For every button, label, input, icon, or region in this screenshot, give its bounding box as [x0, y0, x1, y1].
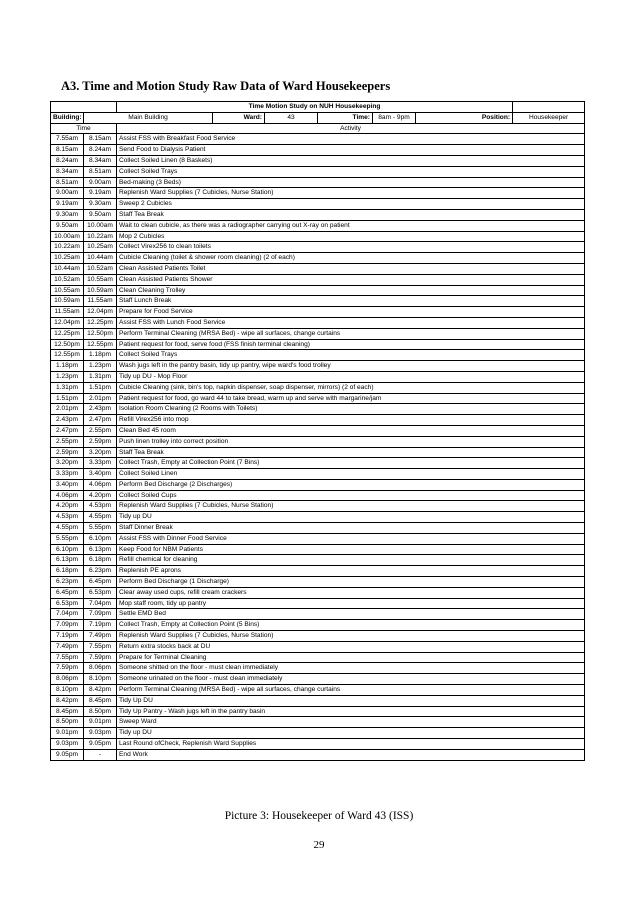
start-time-cell: 6.10pm: [51, 544, 84, 555]
end-time-cell: 7.59pm: [84, 652, 117, 663]
end-time-cell: 7.55pm: [84, 641, 117, 652]
end-time-cell: 4.55pm: [84, 512, 117, 523]
activity-cell: Collect Soiled Linen: [117, 469, 585, 480]
table-header-row: [51, 123, 585, 134]
activity-cell: Tidy Up Pantry - Wash jugs left in the pantry basin: [117, 706, 585, 717]
start-time-cell: 3.33pm: [51, 469, 84, 480]
activity-cell: Refill chemical for cleaning: [117, 555, 585, 566]
start-time-cell: 8.34am: [51, 166, 84, 177]
activity-cell: Perform Bed Discharge (1 Discharge): [117, 577, 585, 588]
end-time-cell: 6.23pm: [84, 566, 117, 577]
end-time-cell: 8.10pm: [84, 674, 117, 685]
activity-cell: Keep Food for NBM Patients: [117, 544, 585, 555]
end-time-cell: 1.23pm: [84, 361, 117, 372]
end-time-cell: 7.49pm: [84, 631, 117, 642]
end-time-cell: 2.43pm: [84, 404, 117, 415]
activity-cell: Patient request for food, go ward 44 to take bread, warm up and serve with margarine/jam: [117, 393, 585, 404]
end-time-cell: 4.53pm: [84, 501, 117, 512]
table-row: [51, 317, 585, 328]
table-row: [51, 447, 585, 458]
end-time-cell: 10.44am: [84, 253, 117, 264]
start-time-cell: 12.50pm: [51, 339, 84, 350]
start-time-cell: 4.53pm: [51, 512, 84, 523]
activity-cell: Tidy up DU: [117, 512, 585, 523]
table-row: [51, 739, 585, 750]
table-row: [51, 749, 585, 760]
end-time-cell: 8.24am: [84, 145, 117, 156]
start-time-cell: 9.19am: [51, 199, 84, 210]
activity-cell: Refill Virex256 into mop: [117, 415, 585, 426]
end-time-cell: 1.31pm: [84, 371, 117, 382]
start-time-cell: 8.10pm: [51, 685, 84, 696]
activity-cell: Collect Trash, Empty at Collection Point (7 Bins): [117, 458, 585, 469]
activity-cell: Staff Dinner Break: [117, 523, 585, 534]
start-time-cell: 9.03pm: [51, 739, 84, 750]
activity-cell: Replenish PE aprons: [117, 566, 585, 577]
end-time-cell: 3.20pm: [84, 447, 117, 458]
table-row: [51, 501, 585, 512]
activity-cell: Staff Tea Break: [117, 447, 585, 458]
table-row: [51, 587, 585, 598]
table-row: [51, 490, 585, 501]
start-time-cell: 7.19pm: [51, 631, 84, 642]
table-row: [51, 350, 585, 361]
position-label: Position:: [416, 112, 513, 123]
activity-cell: Sweep 2 Cubicles: [117, 199, 585, 210]
end-time-cell: 1.51pm: [84, 382, 117, 393]
table-row: [51, 285, 585, 296]
end-time-cell: 3.40pm: [84, 469, 117, 480]
activity-cell: Tidy Up DU: [117, 695, 585, 706]
start-time-cell: 10.55am: [51, 285, 84, 296]
table-row: [51, 177, 585, 188]
table-row: [51, 620, 585, 631]
ward-value: 43: [265, 112, 318, 123]
start-time-cell: 10.59am: [51, 296, 84, 307]
activity-cell: Wait to clean cubicle, as there was a radiographer carrying out X-ray on patient: [117, 220, 585, 231]
end-time-cell: 9.00am: [84, 177, 117, 188]
end-time-cell: 8.42pm: [84, 685, 117, 696]
table-row: [51, 253, 585, 264]
activity-cell: Mop staff room, tidy up pantry: [117, 598, 585, 609]
start-time-cell: 5.55pm: [51, 533, 84, 544]
end-time-cell: 1.18pm: [84, 350, 117, 361]
end-time-cell: 10.55am: [84, 274, 117, 285]
start-time-cell: 8.24am: [51, 155, 84, 166]
start-time-cell: 11.55am: [51, 307, 84, 318]
activity-cell: Cubicle Cleaning (toilet & shower room cleaning) (2 of each): [117, 253, 585, 264]
table-row: [51, 436, 585, 447]
end-time-cell: 10.25am: [84, 242, 117, 253]
start-time-cell: 2.59pm: [51, 447, 84, 458]
table-row: [51, 533, 585, 544]
end-time-cell: 7.04pm: [84, 598, 117, 609]
activity-cell: Replenish Ward Supplies (7 Cubicles, Nurse Station): [117, 631, 585, 642]
table-row: [51, 382, 585, 393]
table-row: [51, 166, 585, 177]
table-row: [51, 458, 585, 469]
activity-cell: Send Food to Dialysis Patient: [117, 145, 585, 156]
table-row: [51, 393, 585, 404]
table-title: Time Motion Study on NUH Housekeeping: [117, 102, 513, 113]
table-row: [51, 512, 585, 523]
start-time-cell: 7.55pm: [51, 652, 84, 663]
end-time-cell: 5.55pm: [84, 523, 117, 534]
table-row: [51, 469, 585, 480]
start-time-cell: 10.44am: [51, 263, 84, 274]
start-time-cell: 3.40pm: [51, 479, 84, 490]
start-time-cell: 1.23pm: [51, 371, 84, 382]
table-title-row: [51, 102, 585, 113]
start-time-cell: 8.42pm: [51, 695, 84, 706]
table-row: [51, 479, 585, 490]
end-time-cell: 12.50pm: [84, 328, 117, 339]
table-row: [51, 274, 585, 285]
activity-cell: Last Round ofCheck, Replenish Ward Supplies: [117, 739, 585, 750]
end-time-cell: 9.19am: [84, 188, 117, 199]
activity-cell: Sweep Ward: [117, 717, 585, 728]
activity-cell: Prepare for Food Service: [117, 307, 585, 318]
start-time-cell: 8.45pm: [51, 706, 84, 717]
end-time-cell: 12.04pm: [84, 307, 117, 318]
table-row: [51, 231, 585, 242]
activity-cell: Perform Terminal Cleaning (MRSA Bed) - wipe all surfaces, change curtains: [117, 685, 585, 696]
table-row: [51, 544, 585, 555]
table-row: [51, 296, 585, 307]
page-number: 29: [313, 839, 325, 851]
table-row: [51, 652, 585, 663]
activity-cell: Clean Bed 45 room: [117, 425, 585, 436]
table-row: [51, 685, 585, 696]
activity-cell: Assist FSS with Lunch Food Service: [117, 317, 585, 328]
end-time-cell: 9.03pm: [84, 728, 117, 739]
end-time-cell: 10.22am: [84, 231, 117, 242]
end-time-cell: 8.34am: [84, 155, 117, 166]
table-row: [51, 263, 585, 274]
end-time-cell: 8.06pm: [84, 663, 117, 674]
end-time-cell: 6.18pm: [84, 555, 117, 566]
activity-cell: Clean Cleaning Trolley: [117, 285, 585, 296]
activity-cell: Someone urinated on the floor - must clean immediately: [117, 674, 585, 685]
activity-cell: Perform Terminal Cleaning (MRSA Bed) - wipe all surfaces, change curtains: [117, 328, 585, 339]
start-time-cell: 4.06pm: [51, 490, 84, 501]
building-value: Main Building: [84, 112, 213, 123]
start-time-cell: 8.50pm: [51, 717, 84, 728]
time-value: 8am - 9pm: [373, 112, 416, 123]
table-row: [51, 641, 585, 652]
activity-cell: Replenish Ward Supplies (7 Cubicles, Nurse Station): [117, 188, 585, 199]
start-time-cell: 10.25am: [51, 253, 84, 264]
start-time-cell: 6.53pm: [51, 598, 84, 609]
start-time-cell: 6.23pm: [51, 577, 84, 588]
activity-cell: Collect Soiled Trays: [117, 350, 585, 361]
figure-caption: Picture 3: Housekeeper of Ward 43 (ISS): [224, 810, 414, 822]
end-time-cell: 9.05pm: [84, 739, 117, 750]
table-row: [51, 371, 585, 382]
end-time-cell: 3.33pm: [84, 458, 117, 469]
ward-label: Ward:: [213, 112, 265, 123]
start-time-cell: 1.51pm: [51, 393, 84, 404]
activity-cell: Settle EMD Bed: [117, 609, 585, 620]
end-time-cell: 8.50pm: [84, 706, 117, 717]
activity-cell: Prepare for Terminal Cleaning: [117, 652, 585, 663]
activity-cell: Wash jugs left in the pantry basin, tidy up pantry, wipe ward's food trolley: [117, 361, 585, 372]
table-row: [51, 134, 585, 145]
end-time-cell: 9.01pm: [84, 717, 117, 728]
activity-cell: Staff Lunch Break: [117, 296, 585, 307]
table-row: [51, 598, 585, 609]
activity-cell: Clear away used cups, refill cream crackers: [117, 587, 585, 598]
start-time-cell: 9.50am: [51, 220, 84, 231]
activity-cell: Collect Trash, Empty at Collection Point (5 Bins): [117, 620, 585, 631]
start-time-cell: 12.25pm: [51, 328, 84, 339]
table-row: [51, 199, 585, 210]
start-time-cell: 4.20pm: [51, 501, 84, 512]
activity-cell: Collect Virex256 to clean toilets: [117, 242, 585, 253]
table-row: [51, 404, 585, 415]
activity-cell: Collect Soiled Trays: [117, 166, 585, 177]
end-time-cell: 2.47pm: [84, 415, 117, 426]
start-time-cell: 10.00am: [51, 231, 84, 242]
end-time-cell: 8.51am: [84, 166, 117, 177]
activity-cell: Assist FSS with Breakfast Food Service: [117, 134, 585, 145]
end-time-cell: 10.59am: [84, 285, 117, 296]
activity-cell: Perform Bed Discharge (2 Discharges): [117, 479, 585, 490]
end-time-cell: 6.53pm: [84, 587, 117, 598]
table-row: [51, 209, 585, 220]
start-time-cell: 2.55pm: [51, 436, 84, 447]
table-row: [51, 155, 585, 166]
activity-cell: Patient request for food, serve food (FSS finish terminal cleaning): [117, 339, 585, 350]
start-time-cell: 1.31pm: [51, 382, 84, 393]
activity-cell: Replenish Ward Supplies (7 Cubicles, Nurse Station): [117, 501, 585, 512]
start-time-cell: 8.51am: [51, 177, 84, 188]
start-time-cell: 7.04pm: [51, 609, 84, 620]
table-row: [51, 307, 585, 318]
end-time-cell: 9.30am: [84, 199, 117, 210]
end-time-cell: 6.13pm: [84, 544, 117, 555]
end-time-cell: 8.45pm: [84, 695, 117, 706]
end-time-cell: 8.15am: [84, 134, 117, 145]
start-time-cell: 1.18pm: [51, 361, 84, 372]
table-row: [51, 242, 585, 253]
table-row: [51, 706, 585, 717]
start-time-cell: 6.45pm: [51, 587, 84, 598]
table-row: [51, 145, 585, 156]
end-time-cell: 11.55am: [84, 296, 117, 307]
section-heading: A3. Time and Motion Study Raw Data of Ward Housekeepers: [61, 79, 391, 93]
end-time-cell: 4.20pm: [84, 490, 117, 501]
table-row: [51, 188, 585, 199]
table-row: [51, 328, 585, 339]
start-time-cell: 6.13pm: [51, 555, 84, 566]
table-row: [51, 566, 585, 577]
start-time-cell: 12.55pm: [51, 350, 84, 361]
table-row: [51, 361, 585, 372]
table-row: [51, 339, 585, 350]
start-time-cell: 8.15am: [51, 145, 84, 156]
table-row: [51, 674, 585, 685]
start-time-cell: 2.47pm: [51, 425, 84, 436]
end-time-cell: -: [84, 749, 117, 760]
activity-cell: Tidy up DU: [117, 728, 585, 739]
table-row: [51, 555, 585, 566]
start-time-cell: 3.20pm: [51, 458, 84, 469]
time-column-header: Time: [51, 123, 117, 134]
start-time-cell: 7.49pm: [51, 641, 84, 652]
table-row: [51, 220, 585, 231]
end-time-cell: 12.25pm: [84, 317, 117, 328]
activity-column-header: Activity: [117, 123, 585, 134]
end-time-cell: 2.55pm: [84, 425, 117, 436]
table-row: [51, 523, 585, 534]
start-time-cell: 6.18pm: [51, 566, 84, 577]
table-row: [51, 631, 585, 642]
start-time-cell: 12.04pm: [51, 317, 84, 328]
start-time-cell: 4.55pm: [51, 523, 84, 534]
table-row: [51, 717, 585, 728]
start-time-cell: 2.01pm: [51, 404, 84, 415]
table-row: [51, 425, 585, 436]
end-time-cell: 9.50am: [84, 209, 117, 220]
table-row: [51, 663, 585, 674]
activity-cell: Bed-making (3 Beds): [117, 177, 585, 188]
activity-cell: Collect Soiled Linen (8 Baskets): [117, 155, 585, 166]
start-time-cell: 9.00am: [51, 188, 84, 199]
start-time-cell: 2.43pm: [51, 415, 84, 426]
table-row: [51, 728, 585, 739]
end-time-cell: 6.10pm: [84, 533, 117, 544]
start-time-cell: 10.22am: [51, 242, 84, 253]
activity-cell: Return extra stocks back at DU: [117, 641, 585, 652]
start-time-cell: 9.30am: [51, 209, 84, 220]
activity-cell: Cubicle Cleaning (sink, bin's top, napkin dispenser, soap dispenser, mirrors) (2 of each): [117, 382, 585, 393]
activity-cell: Collect Soiled Cups: [117, 490, 585, 501]
end-time-cell: 7.19pm: [84, 620, 117, 631]
start-time-cell: 7.55am: [51, 134, 84, 145]
start-time-cell: 9.05pm: [51, 749, 84, 760]
building-label: Building:: [51, 112, 84, 123]
start-time-cell: 10.52am: [51, 274, 84, 285]
start-time-cell: 9.01pm: [51, 728, 84, 739]
end-time-cell: 6.45pm: [84, 577, 117, 588]
activity-cell: End Work: [117, 749, 585, 760]
end-time-cell: 10.52am: [84, 263, 117, 274]
table-meta-row: [51, 112, 585, 123]
activity-cell: Mop 2 Cubicles: [117, 231, 585, 242]
end-time-cell: 4.06pm: [84, 479, 117, 490]
table-row: [51, 415, 585, 426]
table-row: [51, 609, 585, 620]
end-time-cell: 2.59pm: [84, 436, 117, 447]
activity-cell: Clean Assisted Patients Shower: [117, 274, 585, 285]
table-row: [51, 577, 585, 588]
start-time-cell: 8.06pm: [51, 674, 84, 685]
activity-cell: Push linen trolley into correct position: [117, 436, 585, 447]
activity-cell: Clean Assisted Patients Toilet: [117, 263, 585, 274]
start-time-cell: 7.59pm: [51, 663, 84, 674]
start-time-cell: 7.09pm: [51, 620, 84, 631]
activity-cell: Someone shitted on the floor - must clean immediately: [117, 663, 585, 674]
end-time-cell: 2.01pm: [84, 393, 117, 404]
end-time-cell: 12.55pm: [84, 339, 117, 350]
table-row: [51, 695, 585, 706]
end-time-cell: 10.00am: [84, 220, 117, 231]
end-time-cell: 7.09pm: [84, 609, 117, 620]
time-motion-table: [50, 101, 585, 761]
activity-cell: Isolation Room Cleaning (2 Rooms with Toilets): [117, 404, 585, 415]
time-label: Time:: [318, 112, 373, 123]
activity-cell: Staff Tea Break: [117, 209, 585, 220]
activity-cell: Tidy up DU - Mop Floor: [117, 371, 585, 382]
activity-cell: Assist FSS with Dinner Food Service: [117, 533, 585, 544]
position-value: Housekeeper: [513, 112, 585, 123]
